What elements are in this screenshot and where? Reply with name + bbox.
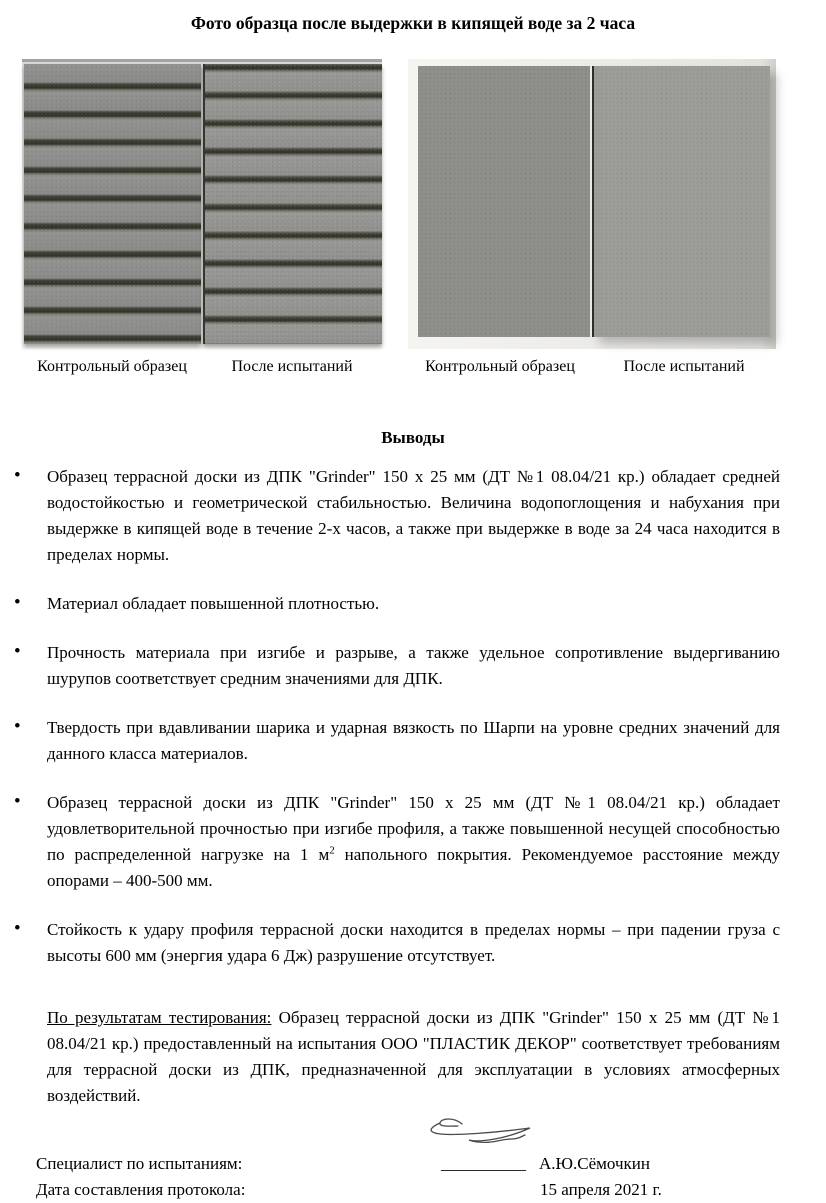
bullet-icon: • (14, 791, 21, 812)
conclusion-text-part: напольного покрытия. Рекомендуемое расстояние между опорами – 400-500 мм. (47, 845, 781, 890)
bullet-icon: • (14, 918, 21, 939)
caption-after-tests: После испытаний (623, 358, 745, 375)
date-label: Дата составления протокола: (36, 1180, 246, 1199)
photos-row (22, 59, 826, 376)
conclusion-item (14, 464, 780, 568)
conclusions-heading: Выводы (381, 428, 445, 447)
bullet-icon: • (14, 641, 21, 662)
photo-captions-ribbed (22, 358, 382, 376)
summary-paragraph (47, 1005, 780, 1109)
conclusions-list (0, 464, 826, 969)
conclusion-item (14, 715, 780, 767)
superscript-two: 2 (329, 844, 335, 857)
summary-text: Образец террасной доски из ДПК "Grinder" 150 х 25 мм (ДТ №1 08.04/21 кр.) предоставленный на испытания ООО "ПЛАСТИК ДЕКОР" соответствует требованиям для террасной доски из ДПК, предназначенной для эксплуатации в условиях атмосферных воздействий. (47, 1008, 781, 1105)
conclusion-text: Стойкость к удару профиля террасной доски находится в пределах нормы – при падении груза с высоты 600 мм (энергия удара 6 Дж) разрушение отсутствует. (47, 920, 780, 965)
photo-figure-ribbed-side (22, 59, 382, 376)
conclusion-item (14, 640, 780, 692)
caption-control-sample: Контрольный образец (425, 358, 575, 375)
conclusion-text: Материал обладает повышенной плотностью. (47, 594, 380, 613)
conclusion-text: Образец террасной доски из ДПК "Grinder" 150 х 25 мм (ДТ №1 08.04/21 кр.) обладает средней водостойкостью и геометрической стабильностью. Величина водопоглощения и набухания при выдержке в кипящей воде в течение 2-х часов, а также при выдержке в воде за 24 часа находится в пределах нормы. (47, 467, 780, 564)
bullet-icon: • (14, 716, 21, 737)
specialist-label: Специалист по испытаниям: (36, 1154, 243, 1173)
conclusion-item (14, 917, 780, 969)
specialist-line (36, 1151, 780, 1177)
conclusion-item (14, 790, 781, 894)
photo-captions-smooth (408, 358, 776, 376)
conclusion-item (14, 591, 780, 617)
caption-control-sample: Контрольный образец (37, 358, 187, 375)
handwritten-signature (426, 1114, 538, 1154)
specialist-name: А.Ю.Сёмочкин (539, 1154, 650, 1173)
control-sample-ribbed-image (24, 64, 201, 344)
page-title: Фото образца после выдержки в кипящей воде за 2 часа (190, 13, 636, 33)
summary-lead: По результатам тестирования: (47, 1008, 272, 1027)
conclusion-text: Твердость при вдавливании шарика и ударная вязкость по Шарпи на уровне средних значений для данного класса материалов. (47, 718, 780, 763)
conclusion-text (47, 793, 780, 890)
date-value: 15 апреля 2021 г. (540, 1180, 662, 1199)
photo-figure-smooth-side (408, 59, 776, 376)
conclusion-text-part: Образец террасной доски из ДПК "Grinder" 150 х 25 мм (ДТ №1 08.04/21 кр.) обладает удовлетворительной прочностью при изгибе профиля, а также повышенной несущей способностью по распределенной нагрузке на 1 м (47, 793, 780, 864)
photo-smooth-samples (408, 59, 776, 349)
signature-block (36, 1151, 780, 1203)
tested-sample-smooth-image (592, 66, 770, 337)
signature-underline: __________ (441, 1154, 526, 1173)
caption-after-tests: После испытаний (231, 358, 353, 375)
tested-sample-ribbed-image (203, 64, 382, 344)
photo-ribbed-samples (22, 59, 382, 349)
control-sample-smooth-image (418, 66, 590, 337)
conclusion-text: Прочность материала при изгибе и разрыве, а также удельное сопротивление выдергиванию шурупов соответствует средним значениями для ДПК. (47, 643, 780, 688)
bullet-icon: • (14, 465, 21, 486)
bullet-icon: • (14, 592, 21, 613)
date-line (36, 1177, 780, 1203)
